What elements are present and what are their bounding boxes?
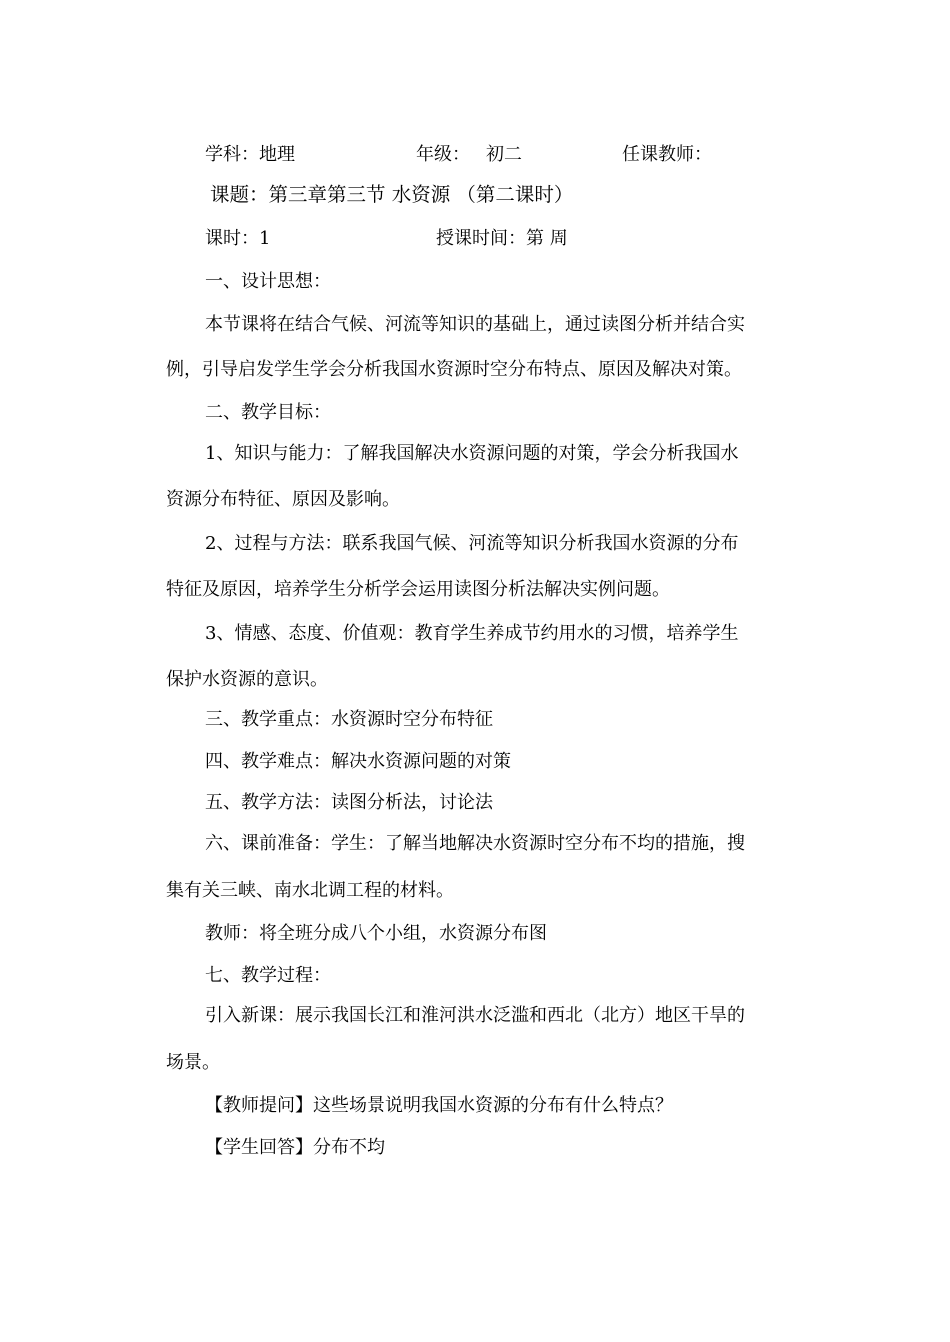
intro-line-1: 引入新课：展示我国长江和淮河洪水泛滥和西北（北方）地区干旱的	[205, 1005, 745, 1026]
teach-time: 授课时间：第 周	[436, 228, 568, 249]
lesson-topic: 课题：第三章第三节 水资源 （第二课时）	[210, 183, 574, 206]
difficulty: 四、教学难点：解决水资源问题的对策	[205, 751, 511, 772]
teacher-label: 任课教师：	[622, 144, 712, 165]
preparation-line-1: 六、课前准备：学生：了解当地解决水资源时空分布不均的措施，搜	[205, 833, 745, 854]
teaching-method: 五、教学方法：读图分析法，讨论法	[205, 792, 493, 813]
teacher-question: 【教师提问】这些场景说明我国水资源的分布有什么特点？	[205, 1095, 673, 1116]
goal-1-line-1: 1、知识与能力：了解我国解决水资源问题的对策，学会分析我国水	[205, 443, 739, 464]
intro-line-2: 场景。	[166, 1052, 220, 1073]
grade-value: 初二	[486, 144, 522, 165]
goal-2-line-2: 特征及原因，培养学生分析学会运用读图分析法解决实例问题。	[166, 579, 670, 600]
design-heading: 一、设计思想：	[205, 271, 331, 292]
goal-3-line-1: 3、情感、态度、价值观：教育学生养成节约用水的习惯，培养学生	[205, 623, 739, 644]
preparation-line-2: 集有关三峡、南水北调工程的材料。	[166, 880, 454, 901]
key-point: 三、教学重点：水资源时空分布特征	[205, 709, 493, 730]
subject-label: 学科：地理	[205, 144, 295, 165]
process-heading: 七、教学过程：	[205, 965, 331, 986]
teacher-preparation: 教师：将全班分成八个小组，水资源分布图	[205, 923, 547, 944]
student-answer: 【学生回答】分布不均	[205, 1137, 385, 1158]
grade-label: 年级：	[416, 144, 470, 165]
goal-3-line-2: 保护水资源的意识。	[166, 669, 328, 690]
design-paragraph-line-2: 例，引导启发学生学会分析我国水资源时空分布特点、原因及解决对策。	[166, 359, 742, 380]
lesson-periods: 课时：1	[205, 228, 271, 249]
goals-heading: 二、教学目标：	[205, 402, 331, 423]
goal-1-line-2: 资源分布特征、原因及影响。	[166, 489, 400, 510]
goal-2-line-1: 2、过程与方法：联系我国气候、河流等知识分析我国水资源的分布	[205, 533, 739, 554]
design-paragraph-line-1: 本节课将在结合气候、河流等知识的基础上，通过读图分析并结合实	[205, 314, 745, 335]
